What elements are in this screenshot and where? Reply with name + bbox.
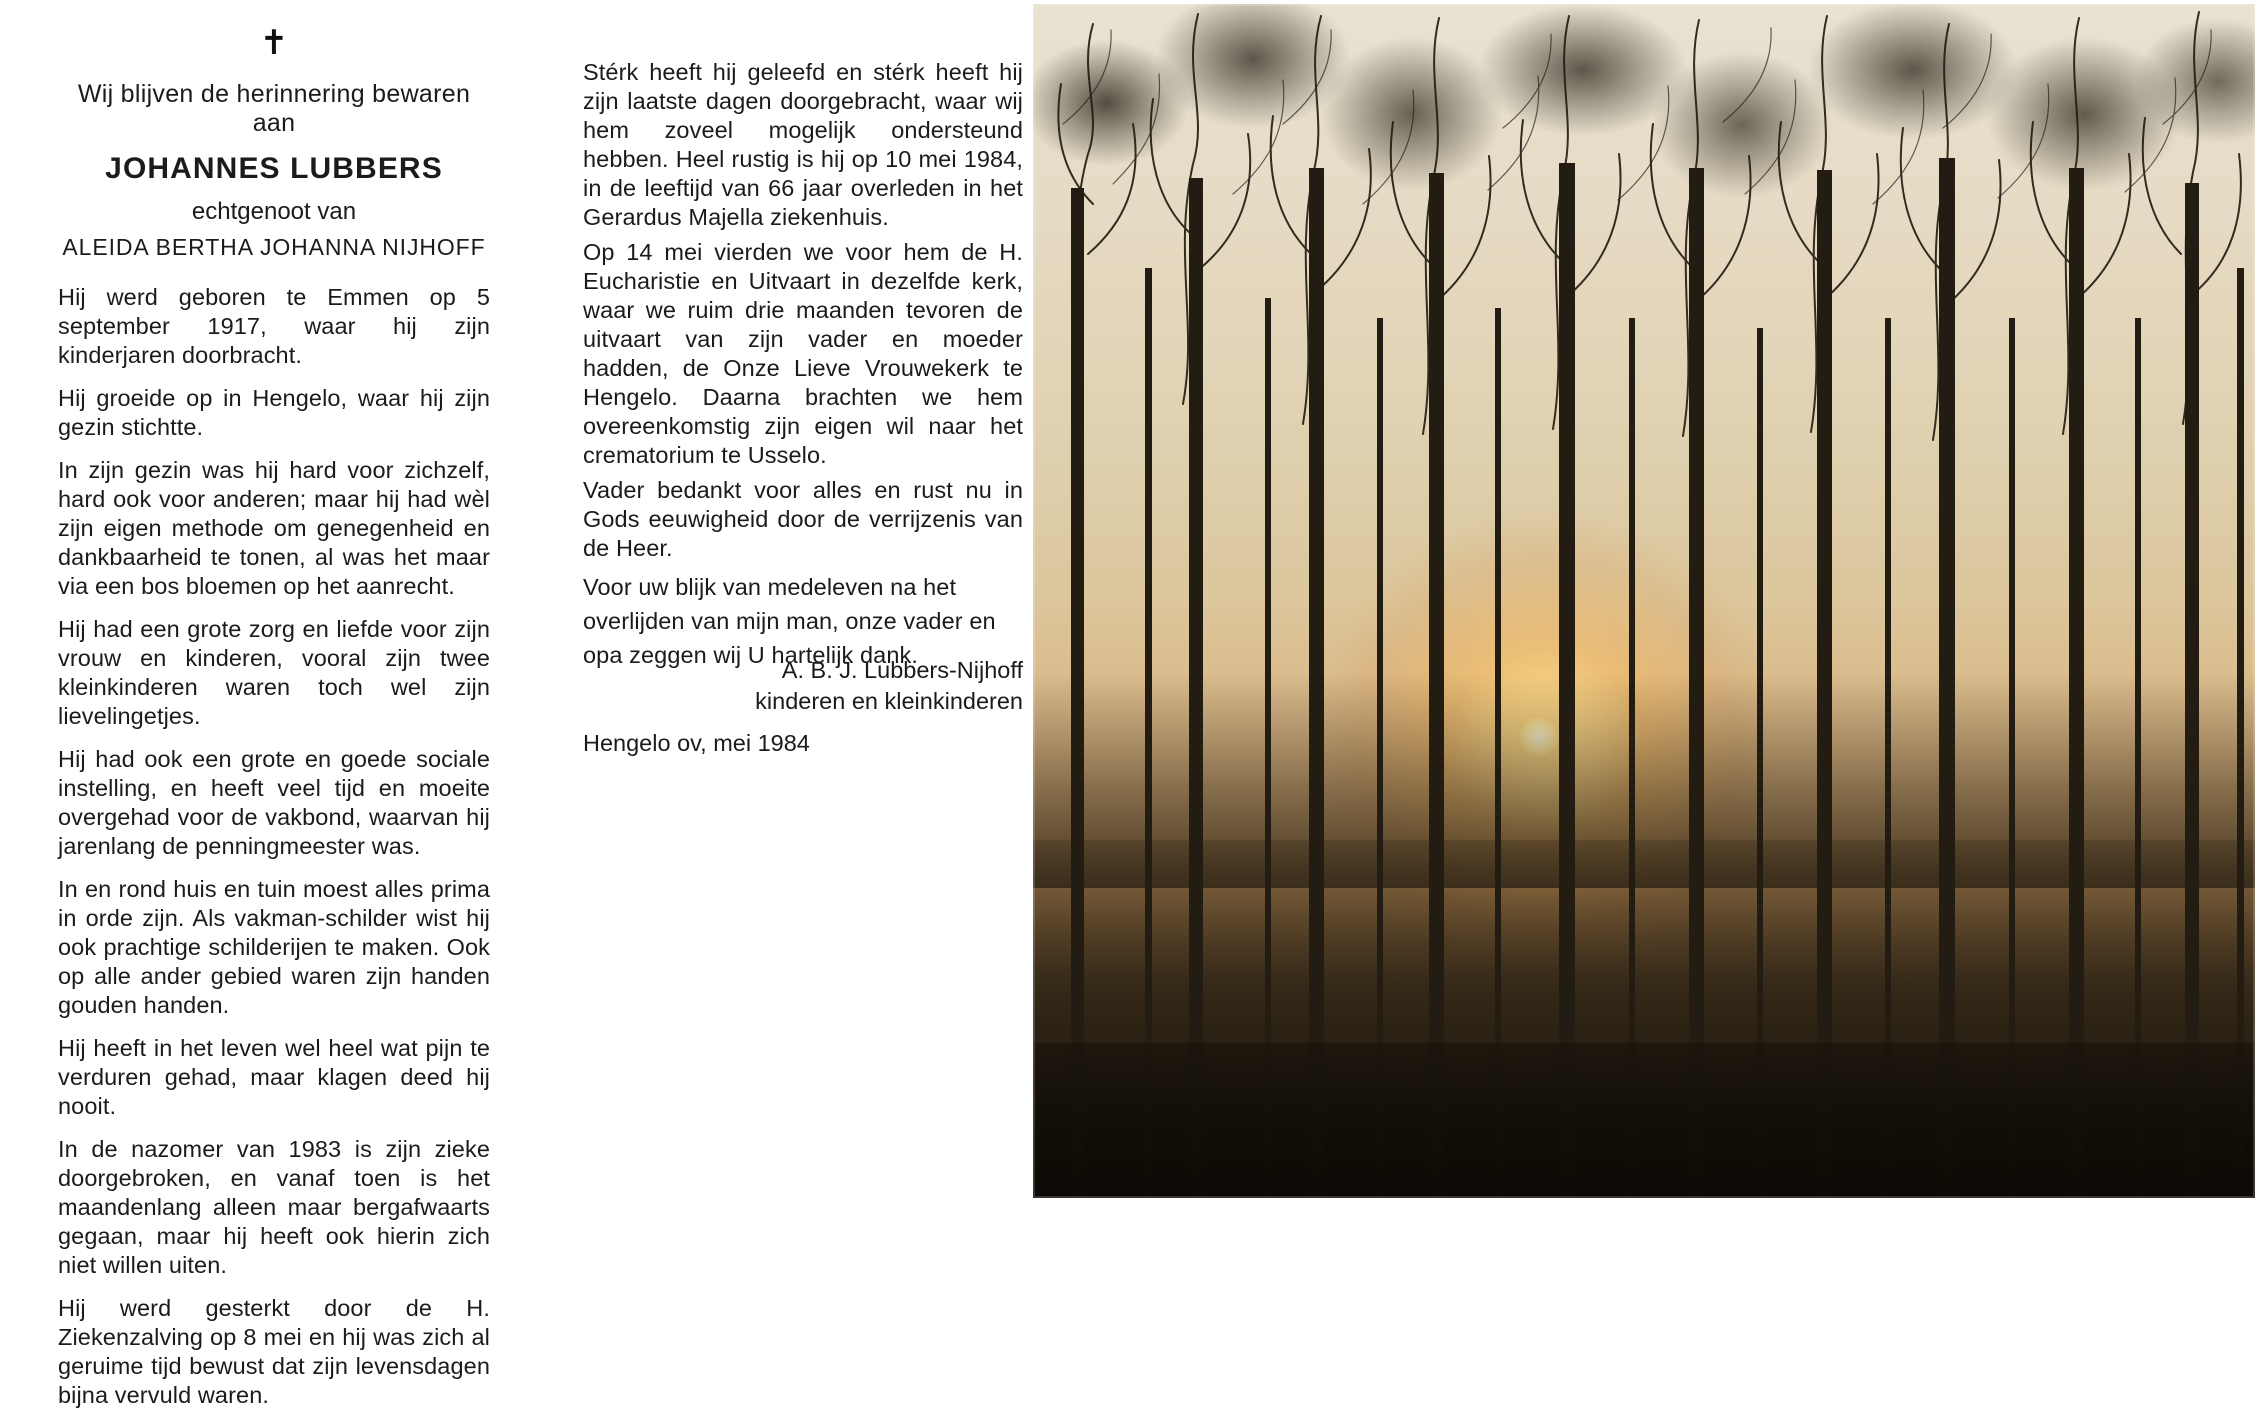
spouse-name: ALEIDA BERTHA JOHANNA NIJHOFF: [62, 234, 486, 260]
thanks-text: Voor uw blijk van medeleven na het overlijden van mijn man, onze vader en opa zeggen wij U hartelijk dank.: [583, 574, 996, 668]
cross-icon: ✝: [259, 23, 289, 63]
biography-paragraph: Hij had een grote zorg en liefde voor zijn vrouw en kinderen, vooral zijn twee kleinkinderen waren toch wel zijn lievelingetjes.: [58, 616, 490, 729]
left-text-column: [58, 24, 490, 1410]
biography-paragraph: Hij heeft in het leven wel heel wat pijn te verduren gehad, maar klagen deed hij nooit.: [58, 1035, 490, 1119]
biography-paragraph: Hij groeide op in Hengelo, waar hij zijn gezin stichtte.: [58, 385, 490, 440]
deceased-name: JOHANNES LUBBERS: [105, 152, 443, 185]
biography-paragraph: In zijn gezin was hij hard voor zichzelf, hard ook voor anderen; maar hij had wèl zijn eigen methode om genegenheid en dankbaarheid te tonen, al was het maar via een bos bloemen op het aanrecht.: [58, 457, 490, 599]
biography-paragraph: In en rond huis en tuin moest alles prima in orde zijn. Als vakman-schilder wist hij ook prachtige schilderijen te maken. Ook op alle ander gebied waren zijn handen gouden handen.: [58, 876, 490, 1018]
photo-foreground-shadow: [1033, 1043, 2255, 1198]
signature-widow: A. B. J. Lubbers-Nijhoff: [781, 657, 1023, 683]
farewell-paragraph: Vader bedankt voor alles en rust nu in Gods eeuwigheid door de verrijzenis van de Heer.: [583, 477, 1023, 561]
sunset-through-trees-photograph: [1033, 4, 2255, 1198]
passing-paragraph: Stérk heeft hij geleefd en stérk heeft hij zijn laatste dagen doorgebracht, waar wij hem zoveel mogelijk ondersteund hebben. Heel rustig is hij op 10 mei 1984, in de leeftijd van 66 jaar overleden in het Gerardus Majella ziekenhuis.: [583, 59, 1023, 230]
spouse-label: echtgenoot van: [191, 198, 357, 225]
middle-text-column: [583, 58, 1023, 569]
biography-paragraph: Hij had ook een grote en goede sociale instelling, en heeft veel tijd en moeite overgehad voor de vakbond, waarvan hij jarenlang de penningmeester was.: [58, 746, 490, 859]
signature-block: [583, 655, 1023, 717]
funeral-paragraph: Op 14 mei vierden we voor hem de H. Eucharistie en Uitvaart in dezelfde kerk, waar we ruim drie maanden tevoren de uitvaart van zijn vader en moeder hadden, de Onze Lieve Vrouwekerk te Hengelo. Daarna brachten we hem overeenkomstig zijn eigen wil naar het crematorium te Usselo.: [583, 239, 1023, 468]
biography-paragraph: Hij werd gesterkt door de H. Ziekenzalving op 8 mei en hij was zich al geruime tijd bewust dat zijn levensdagen bijna vervuld waren.: [58, 1295, 490, 1408]
place-and-date: Hengelo ov, mei 1984: [583, 730, 810, 756]
memorial-intro-text: Wij blijven de herinnering bewaren aan: [77, 80, 471, 137]
signature-family: kinderen en kleinkinderen: [755, 688, 1023, 714]
biography-paragraph: In de nazomer van 1983 is zijn zieke doorgebroken, en vanaf toen is het maandenlang alleen maar bergafwaarts gegaan, maar hij heeft ook hierin zich niet willen uiten.: [58, 1136, 490, 1278]
biography-paragraph: Hij werd geboren te Emmen op 5 september 1917, waar hij zijn kinderjaren doorbracht.: [58, 284, 490, 368]
